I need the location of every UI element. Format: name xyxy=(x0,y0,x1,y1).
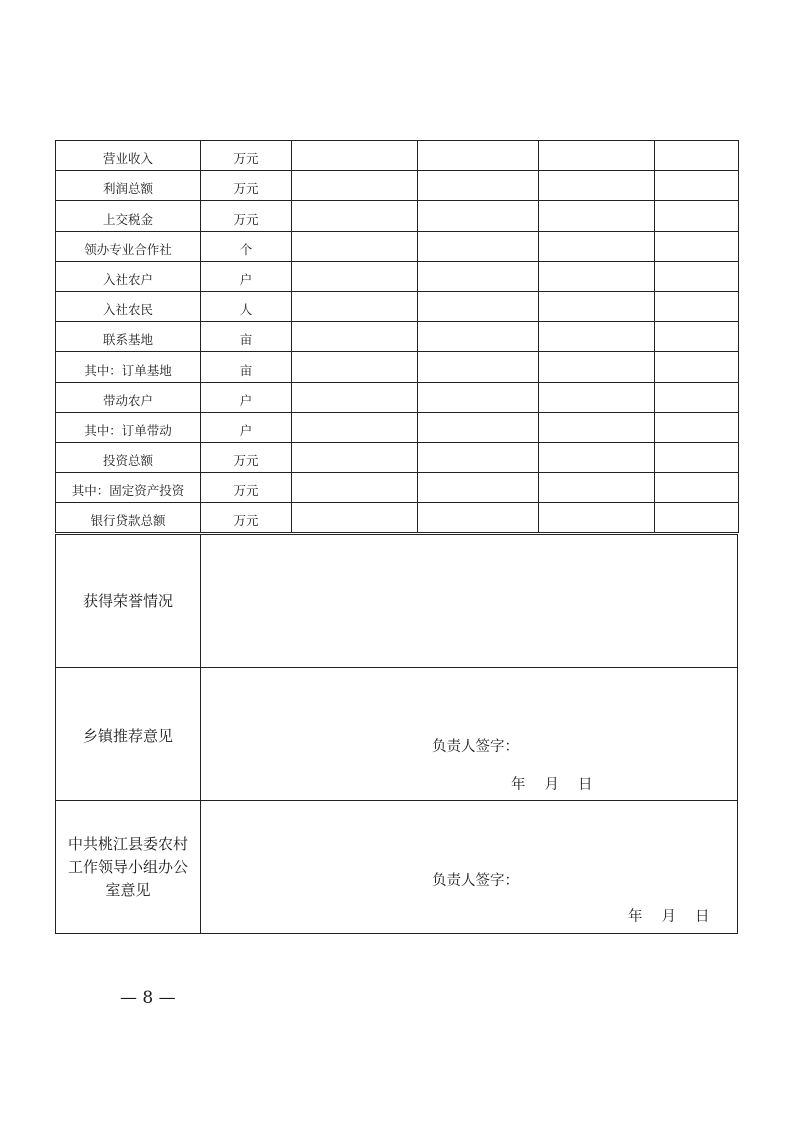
table-row xyxy=(56,503,739,533)
unit-cell: 万元 xyxy=(201,503,292,533)
value-cell[interactable] xyxy=(292,382,418,412)
value-cell[interactable] xyxy=(539,473,655,503)
indicator-label: 营业收入 xyxy=(56,141,201,171)
unit-cell: 户 xyxy=(201,382,292,412)
value-cell[interactable] xyxy=(418,291,539,321)
indicator-label: 其中：固定资产投资 xyxy=(56,473,201,503)
county-signature-label: 负责人签字： xyxy=(432,873,519,889)
county-label-line1: 中共桃江县委农村 xyxy=(67,834,188,853)
value-cell[interactable] xyxy=(539,352,655,382)
unit-cell: 亩 xyxy=(201,322,292,352)
value-cell[interactable] xyxy=(292,473,418,503)
value-cell[interactable] xyxy=(539,231,655,261)
county-label xyxy=(56,801,201,933)
unit-cell: 人 xyxy=(201,291,292,321)
table-row xyxy=(56,352,739,382)
value-cell[interactable] xyxy=(655,382,739,412)
page-number: — 8 — xyxy=(120,988,176,1008)
value-cell[interactable] xyxy=(539,322,655,352)
table-row xyxy=(56,412,739,442)
value-cell[interactable] xyxy=(539,412,655,442)
value-cell[interactable] xyxy=(418,412,539,442)
county-label-line2: 工作领导小组办公 xyxy=(67,857,188,876)
indicator-label: 投资总额 xyxy=(56,442,201,472)
table-row xyxy=(56,261,739,291)
township-day: 日 xyxy=(578,777,593,793)
township-date xyxy=(511,773,593,794)
township-label: 乡镇推荐意见 xyxy=(56,668,201,800)
unit-cell: 万元 xyxy=(201,141,292,171)
value-cell[interactable] xyxy=(655,352,739,382)
value-cell[interactable] xyxy=(292,261,418,291)
value-cell[interactable] xyxy=(655,503,739,533)
indicator-label: 带动农户 xyxy=(56,382,201,412)
value-cell[interactable] xyxy=(655,141,739,171)
value-cell[interactable] xyxy=(539,201,655,231)
indicator-label: 入社农户 xyxy=(56,261,201,291)
value-cell[interactable] xyxy=(418,503,539,533)
value-cell[interactable] xyxy=(418,442,539,472)
indicator-label: 领办专业合作社 xyxy=(56,231,201,261)
unit-cell: 万元 xyxy=(201,442,292,472)
indicator-table xyxy=(55,140,739,533)
county-day: 日 xyxy=(695,909,710,925)
value-cell[interactable] xyxy=(418,231,539,261)
value-cell[interactable] xyxy=(418,473,539,503)
value-cell[interactable] xyxy=(418,141,539,171)
unit-cell: 户 xyxy=(201,412,292,442)
value-cell[interactable] xyxy=(418,352,539,382)
indicator-label: 银行贷款总额 xyxy=(56,503,201,533)
table-row xyxy=(56,141,739,171)
value-cell[interactable] xyxy=(292,141,418,171)
value-cell[interactable] xyxy=(655,261,739,291)
value-cell[interactable] xyxy=(539,141,655,171)
value-cell[interactable] xyxy=(655,201,739,231)
value-cell[interactable] xyxy=(655,322,739,352)
value-cell[interactable] xyxy=(655,473,739,503)
value-cell[interactable] xyxy=(418,171,539,201)
indicator-label: 其中：订单带动 xyxy=(56,412,201,442)
value-cell[interactable] xyxy=(418,382,539,412)
value-cell[interactable] xyxy=(655,171,739,201)
value-cell[interactable] xyxy=(418,322,539,352)
table-row xyxy=(56,442,739,472)
value-cell[interactable] xyxy=(418,201,539,231)
table-row xyxy=(56,382,739,412)
value-cell[interactable] xyxy=(539,291,655,321)
table-row xyxy=(56,473,739,503)
unit-cell: 万元 xyxy=(201,473,292,503)
table-row xyxy=(56,201,739,231)
table-row xyxy=(56,322,739,352)
unit-cell: 万元 xyxy=(201,201,292,231)
township-signature-label: 负责人签字： xyxy=(432,739,519,755)
unit-cell: 个 xyxy=(201,231,292,261)
honors-label: 获得荣誉情况 xyxy=(56,535,201,667)
value-cell[interactable] xyxy=(292,201,418,231)
township-section xyxy=(55,667,738,801)
value-cell[interactable] xyxy=(539,503,655,533)
table-row xyxy=(56,291,739,321)
value-cell[interactable] xyxy=(655,412,739,442)
value-cell[interactable] xyxy=(539,382,655,412)
unit-cell: 户 xyxy=(201,261,292,291)
unit-cell: 亩 xyxy=(201,352,292,382)
value-cell[interactable] xyxy=(292,412,418,442)
value-cell[interactable] xyxy=(292,352,418,382)
county-month: 月 xyxy=(661,909,676,925)
value-cell[interactable] xyxy=(292,231,418,261)
indicator-label: 利润总额 xyxy=(56,171,201,201)
county-year: 年 xyxy=(628,909,643,925)
township-month: 月 xyxy=(544,777,559,793)
county-date xyxy=(628,905,710,926)
value-cell[interactable] xyxy=(292,322,418,352)
value-cell[interactable] xyxy=(655,442,739,472)
value-cell[interactable] xyxy=(539,442,655,472)
value-cell[interactable] xyxy=(292,171,418,201)
indicator-label: 上交税金 xyxy=(56,201,201,231)
table-row xyxy=(56,231,739,261)
county-section xyxy=(55,800,738,934)
county-label-line3: 室意见 xyxy=(105,880,151,899)
unit-cell: 万元 xyxy=(201,171,292,201)
indicator-label: 其中：订单基地 xyxy=(56,352,201,382)
value-cell[interactable] xyxy=(292,291,418,321)
value-cell[interactable] xyxy=(655,231,739,261)
township-year: 年 xyxy=(511,777,526,793)
table-row xyxy=(56,171,739,201)
value-cell[interactable] xyxy=(539,261,655,291)
indicator-label: 联系基地 xyxy=(56,322,201,352)
value-cell[interactable] xyxy=(655,291,739,321)
value-cell[interactable] xyxy=(292,442,418,472)
honors-section xyxy=(55,534,738,668)
value-cell[interactable] xyxy=(292,503,418,533)
indicator-label: 入社农民 xyxy=(56,291,201,321)
value-cell[interactable] xyxy=(539,171,655,201)
value-cell[interactable] xyxy=(418,261,539,291)
